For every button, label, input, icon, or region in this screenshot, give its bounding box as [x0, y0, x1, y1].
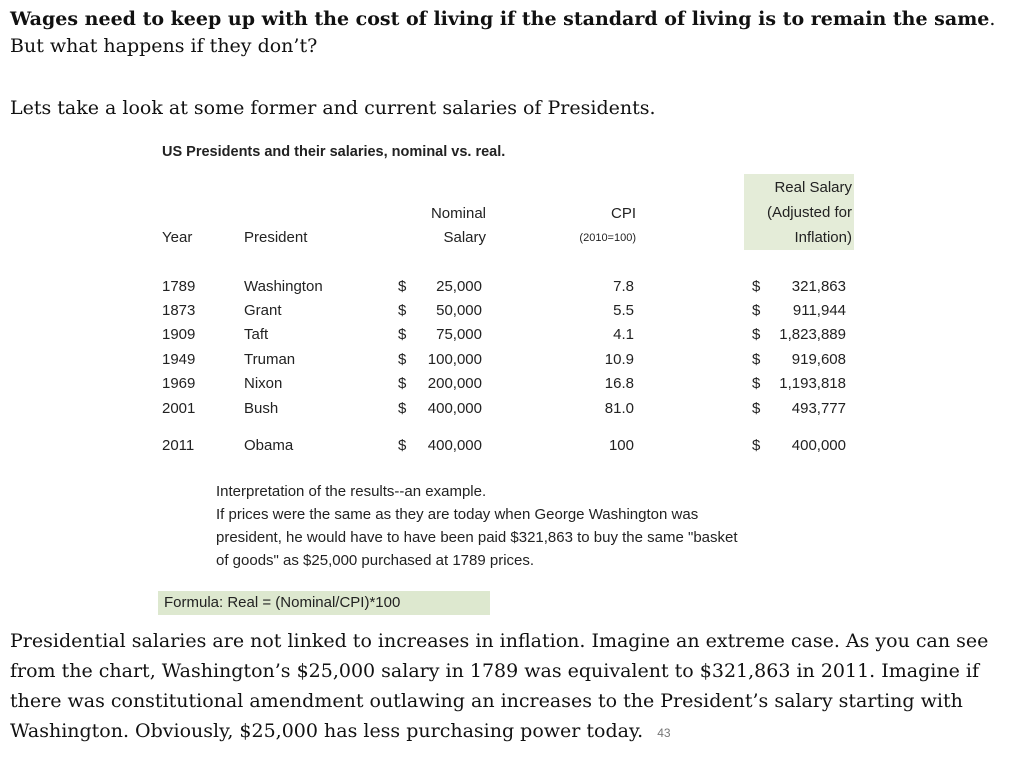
header-cpi-1: CPI — [610, 205, 636, 222]
cell-real-currency: $ — [752, 375, 761, 392]
cell-nominal: 50,000 — [436, 302, 482, 319]
cell-nominal: 25,000 — [436, 278, 482, 295]
cell-year: 1969 — [162, 375, 196, 392]
cell-nominal-currency: $ — [398, 375, 407, 392]
cell-real-currency: $ — [752, 400, 761, 417]
cell-real-currency: $ — [752, 351, 761, 368]
cell-nominal: 400,000 — [427, 400, 482, 417]
cell-year: 1789 — [162, 278, 196, 295]
header-nominal-2: Salary — [443, 229, 486, 246]
cell-year: 2011 — [162, 437, 195, 454]
cell-president: Truman — [244, 351, 296, 368]
cell-nominal: 400,000 — [427, 437, 482, 454]
intro-bold-text: Wages need to keep up with the cost of living if the standard of living is to remain the same — [10, 8, 990, 30]
cell-nominal-currency: $ — [398, 302, 407, 319]
cell-year: 1949 — [162, 351, 196, 368]
cell-real-currency: $ — [752, 437, 761, 454]
cell-real: 1,823,889 — [779, 326, 846, 343]
cell-president: Obama — [244, 437, 294, 454]
salary-table-image — [150, 140, 870, 620]
intro-line2: Lets take a look at some former and current salaries of Presidents. — [10, 97, 656, 119]
cell-nominal: 200,000 — [427, 375, 482, 392]
cell-nominal-currency: $ — [398, 326, 407, 343]
intro-paragraph — [10, 6, 1010, 60]
cell-real-currency: $ — [752, 326, 761, 343]
cell-cpi: 5.5 — [613, 302, 634, 319]
header-nominal-1: Nominal — [430, 205, 486, 222]
cell-real: 400,000 — [791, 437, 846, 454]
cell-cpi: 10.9 — [604, 351, 634, 368]
cell-real: 919,608 — [791, 351, 846, 368]
cell-president: Grant — [244, 302, 282, 319]
cell-nominal: 75,000 — [436, 326, 482, 343]
cell-nominal: 100,000 — [427, 351, 482, 368]
header-year: Year — [162, 229, 193, 246]
cell-cpi: 7.8 — [613, 278, 634, 295]
formula-box: Formula: Real = (Nominal/CPI)*100 — [158, 591, 490, 615]
table-title: US Presidents and their salaries, nominal vs. real. — [162, 144, 506, 160]
header-president: President — [244, 229, 308, 246]
intro-rest-text: . But what happens if they don’t? — [10, 8, 996, 57]
cell-cpi: 4.1 — [613, 326, 634, 343]
cell-nominal-currency: $ — [398, 278, 407, 295]
cell-real: 1,193,818 — [779, 375, 846, 392]
cell-nominal-currency: $ — [398, 400, 407, 417]
interpretation-line-4: of goods" as $25,000 purchased at 1789 prices. — [216, 552, 535, 569]
page-number: 43 — [657, 726, 671, 740]
cell-president: Taft — [244, 326, 269, 343]
cell-nominal-currency: $ — [398, 351, 407, 368]
cell-real: 911,944 — [792, 302, 846, 319]
cell-cpi: 16.8 — [604, 375, 634, 392]
cell-cpi: 81.0 — [604, 400, 634, 417]
cell-president: Washington — [244, 278, 323, 295]
cell-cpi: 100 — [608, 437, 634, 454]
header-real-2: (Adjusted for — [766, 204, 852, 221]
cell-year: 1873 — [162, 302, 196, 319]
interpretation — [216, 480, 796, 572]
cell-year: 2001 — [162, 400, 196, 417]
cell-year: 1909 — [162, 326, 196, 343]
header-real-3: Inflation) — [794, 229, 852, 246]
cell-real: 321,863 — [791, 278, 846, 295]
outro-text: Presidential salaries are not linked to increases in inflation. Imagine an extreme case. As you can see from the chart, Washington’s $25,000 salary in 1789 was equivalent to $321,863 in 2011. Imagine if there was constitutional amendment outlawing an increases to the President’s salary starting with Washington. Obviously, $25,000 has less purchasing power today. — [10, 630, 989, 742]
cell-president: Nixon — [244, 375, 283, 392]
outro-paragraph — [10, 626, 1015, 748]
header-cpi-2: (2010=100) — [579, 232, 636, 244]
cell-real: 493,777 — [791, 400, 846, 417]
cell-real-currency: $ — [752, 278, 761, 295]
cell-president: Bush — [244, 400, 279, 417]
interpretation-line-2: If prices were the same as they are today when George Washington was — [216, 506, 699, 523]
cell-nominal-currency: $ — [398, 437, 407, 454]
header-real-1: Real Salary — [774, 179, 852, 196]
cell-real-currency: $ — [752, 302, 761, 319]
interpretation-line-3: president, he would have to have been paid $321,863 to buy the same "basket — [216, 529, 738, 546]
interpretation-line-1: Interpretation of the results--an example. — [216, 483, 487, 500]
